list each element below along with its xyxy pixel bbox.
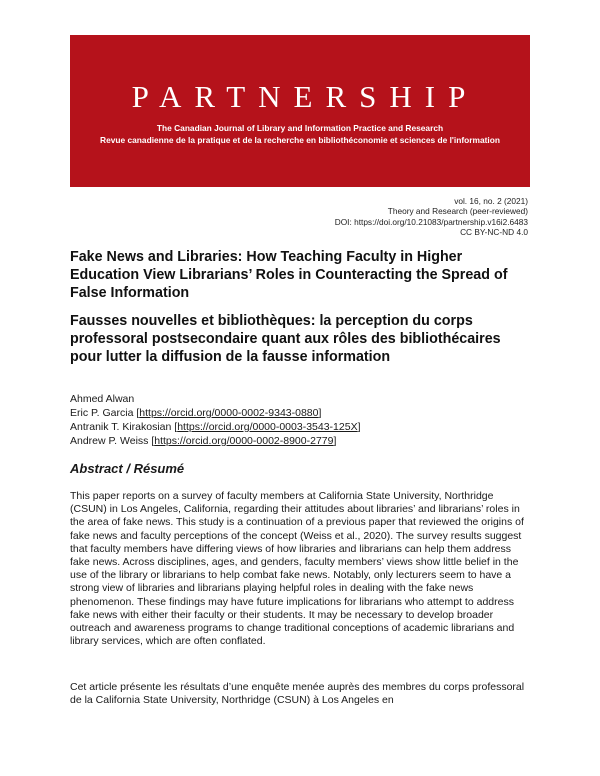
author-list: [70, 392, 530, 448]
author-name: Andrew P. Weiss: [70, 435, 149, 447]
license-info: CC BY-NC-ND 4.0: [460, 227, 528, 238]
author-line: Andrew P. Weiss [https://orcid.org/0000-0002-8900-2779]: [70, 435, 337, 447]
journal-subtitle-en: The Canadian Journal of Library and Information Practice and Research: [156, 123, 444, 133]
orcid-link[interactable]: https://orcid.org/0000-0003-3543-125X: [177, 421, 358, 433]
journal-subtitle-fr: Revue canadienne de la pratique et de la recherche en bibliothéconomie et sciences de l'information: [100, 135, 500, 145]
author-line: Eric P. Garcia [https://orcid.org/0000-0002-9343-0880]: [70, 407, 322, 419]
article-title-fr: Fausses nouvelles et bibliothèques: la perception du corps professoral postsecondaire quant aux rôles des bibliothécaires pour lutter la diffusion de la fausse information: [70, 313, 501, 365]
abstract-french: Cet article présente les résultats d’une enquête menée auprès des membres du corps professoral de la California State University, Northridge (CSUN) à Los Angeles en: [70, 681, 525, 707]
author-name: Ahmed Alwan: [70, 393, 135, 405]
section-info: Theory and Research (peer-reviewed): [387, 206, 528, 217]
abstract-heading: Abstract / Résumé: [70, 461, 185, 476]
journal-name: PARTNERSHIP: [131, 79, 479, 114]
abstract-english: This paper reports on a survey of faculty members at California State University, Northridge (CSUN) in Los Angeles, California, regarding their attitudes about libraries’ and librarians’ roles in the area of fake news. This study is a continuation of a previous paper that reviewed the origins of fake news and faculty perceptions of the concept (Weiss et al., 2020). The survey results suggest that faculty members have differing views of how libraries and librarians can help them address fake news. Across disciplines, ages, and genders, faculty members’ views show little belief in the use of the library or librarians to help combat fake news. Notably, only lecturers seem to have a strong view of libraries and librarians playing helpful roles in dealing with the fake news phenomenon. These findings may have future implications for librarians who attempt to address fake news with either their faculty or their students. It may be necessary to develop broader outreach and awareness programs to change traditional conceptions of academic librarians and library services, which are often conflated.: [70, 490, 524, 648]
journal-banner: [70, 35, 530, 187]
orcid-link[interactable]: https://orcid.org/0000-0002-9343-0880: [139, 407, 319, 419]
article-title-en: Fake News and Libraries: How Teaching Faculty in Higher Education View Librarians’ Roles in Counteracting the Spread of False Information: [70, 249, 508, 301]
article-metadata: [335, 196, 528, 238]
volume-info: vol. 16, no. 2 (2021): [454, 196, 528, 206]
author-line: [70, 392, 530, 406]
orcid-link[interactable]: https://orcid.org/0000-0002-8900-2779: [154, 435, 334, 447]
author-name: Eric P. Garcia: [70, 407, 134, 419]
author-line: Antranik T. Kirakosian [https://orcid.org/0000-0003-3543-125X]: [70, 421, 361, 433]
doi-link[interactable]: DOI: https://doi.org/10.21083/partnership.v16i2.6483: [334, 216, 528, 227]
author-name: Antranik T. Kirakosian: [70, 421, 172, 433]
